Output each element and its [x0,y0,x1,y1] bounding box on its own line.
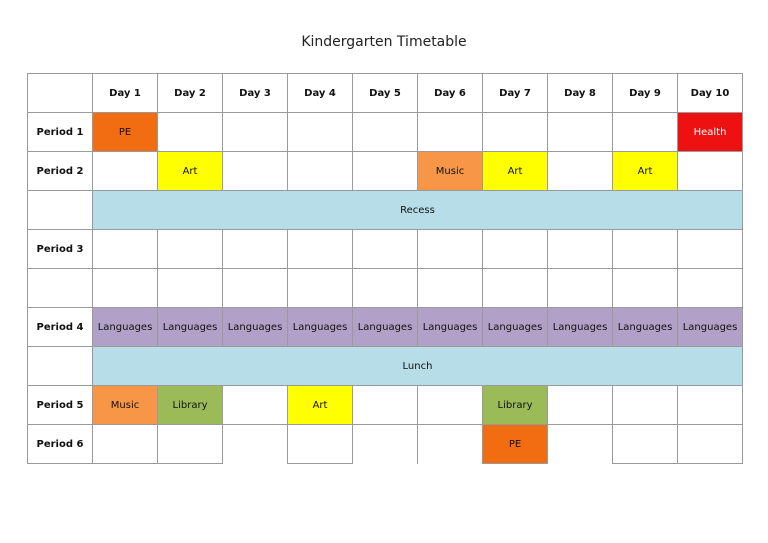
timetable-cell [353,113,418,152]
break-band: Recess [93,191,743,230]
timetable-cell [158,230,223,269]
page-title: Kindergarten Timetable [301,34,467,50]
day-header: Day 10 [678,74,743,113]
timetable-cell [548,230,613,269]
timetable-row [28,347,743,386]
timetable-cell [353,230,418,269]
corner-cell [28,74,93,113]
timetable-cell: PE [483,425,548,464]
period-label [28,191,93,230]
timetable-row [28,308,743,347]
day-header: Day 5 [353,74,418,113]
day-header: Day 9 [613,74,678,113]
timetable-cell [353,152,418,191]
timetable-cell: Languages [548,308,613,347]
timetable-cell: PE [93,113,158,152]
timetable-cell [158,425,223,464]
timetable-cell [223,152,288,191]
day-header: Day 4 [288,74,353,113]
timetable-cell [548,269,613,308]
timetable-row [28,113,743,152]
timetable-cell [353,386,418,425]
period-label: Period 6 [28,425,93,464]
timetable-cell [288,152,353,191]
timetable-cell [613,269,678,308]
timetable-cell [613,425,678,464]
timetable-cell: Art [483,152,548,191]
period-label [28,347,93,386]
timetable-cell: Art [158,152,223,191]
day-header: Day 2 [158,74,223,113]
timetable-cell [418,269,483,308]
timetable-row [28,230,743,269]
day-header: Day 1 [93,74,158,113]
timetable-cell: Languages [678,308,743,347]
period-label: Period 4 [28,308,93,347]
timetable-cell [548,113,613,152]
period-label: Period 5 [28,386,93,425]
timetable-cell: Languages [223,308,288,347]
timetable-cell [418,230,483,269]
timetable-cell [613,113,678,152]
timetable-cell [223,113,288,152]
timetable-row [28,425,743,464]
timetable-cell: Library [483,386,548,425]
timetable-cell [158,269,223,308]
timetable-cell [93,152,158,191]
timetable-cell: Languages [288,308,353,347]
timetable-cell [678,152,743,191]
timetable-cell [678,230,743,269]
timetable-cell: Languages [93,308,158,347]
timetable-cell [158,113,223,152]
timetable-cell [418,113,483,152]
timetable-cell [353,269,418,308]
timetable-cell: Languages [483,308,548,347]
timetable-cell [483,113,548,152]
timetable-row [28,386,743,425]
timetable-cell: Library [158,386,223,425]
timetable-cell [93,269,158,308]
timetable-cell [288,230,353,269]
timetable-cell: Health [678,113,743,152]
timetable-cell [93,425,158,464]
timetable-cell: Art [613,152,678,191]
timetable-cell [483,269,548,308]
timetable-cell [548,386,613,425]
timetable-cell [548,425,613,464]
timetable-cell: Languages [613,308,678,347]
timetable-cell [418,425,483,464]
timetable-cell [613,230,678,269]
period-label: Period 3 [28,230,93,269]
day-header: Day 6 [418,74,483,113]
timetable-row [28,269,743,308]
timetable-row [28,152,743,191]
timetable-cell [418,386,483,425]
timetable-cell [288,425,353,464]
timetable-cell [223,425,288,464]
timetable-cell [223,230,288,269]
timetable-cell [678,425,743,464]
timetable-cell: Art [288,386,353,425]
timetable-cell [288,269,353,308]
timetable-cell: Languages [158,308,223,347]
period-label [28,269,93,308]
timetable-grid [27,73,743,464]
timetable-cell [613,386,678,425]
timetable-cell [288,113,353,152]
header-row [28,74,743,113]
timetable-cell [223,269,288,308]
timetable-cell: Languages [353,308,418,347]
timetable-cell: Music [93,386,158,425]
timetable-cell: Music [418,152,483,191]
break-band: Lunch [93,347,743,386]
timetable-cell [678,269,743,308]
timetable-cell [548,152,613,191]
day-header: Day 3 [223,74,288,113]
timetable-cell [353,425,418,464]
timetable-cell [93,230,158,269]
timetable-cell: Languages [418,308,483,347]
period-label: Period 1 [28,113,93,152]
timetable-cell [483,230,548,269]
period-label: Period 2 [28,152,93,191]
timetable-row [28,191,743,230]
timetable-cell [678,386,743,425]
day-header: Day 7 [483,74,548,113]
timetable-cell [223,386,288,425]
day-header: Day 8 [548,74,613,113]
